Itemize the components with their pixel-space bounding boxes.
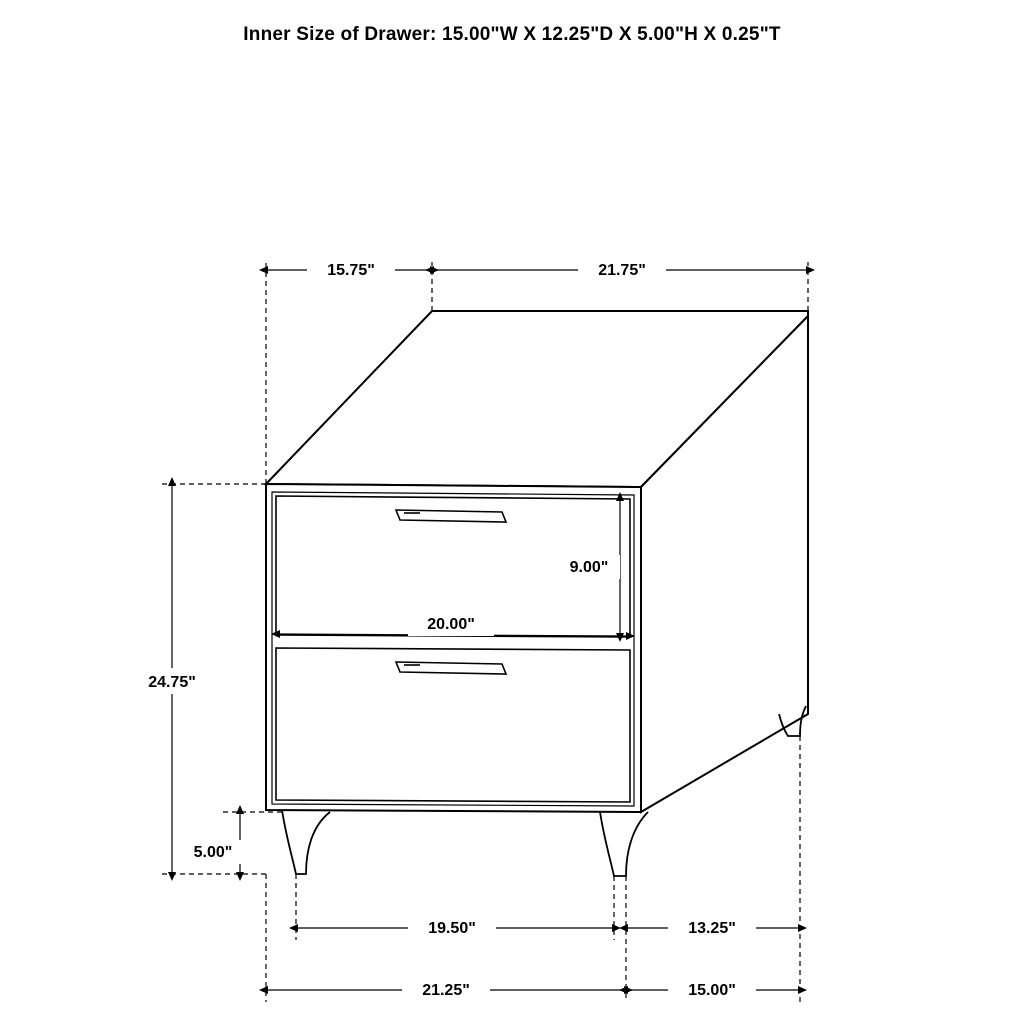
page-title: Inner Size of Drawer: 15.00"W X 12.25"D X 5.00"H X 0.25"T [243,24,781,45]
dim-bottom-front-outer: 21.25" [422,982,470,999]
dim-bottom-side: 13.25" [688,920,736,937]
dim-top-right: 21.75" [598,262,646,279]
cabinet-body [266,311,808,812]
dim-total-height: 24.75" [148,674,196,691]
dim-bottom-depth: 15.00" [688,982,736,999]
dim-drawer-width: 20.00" [427,616,475,633]
dim-top-left: 15.75" [327,262,375,279]
dim-leg-height: 5.00" [193,844,233,861]
dim-bottom-front-inner: 19.50" [428,920,476,937]
dim-drawer-height: 9.00" [569,559,609,576]
